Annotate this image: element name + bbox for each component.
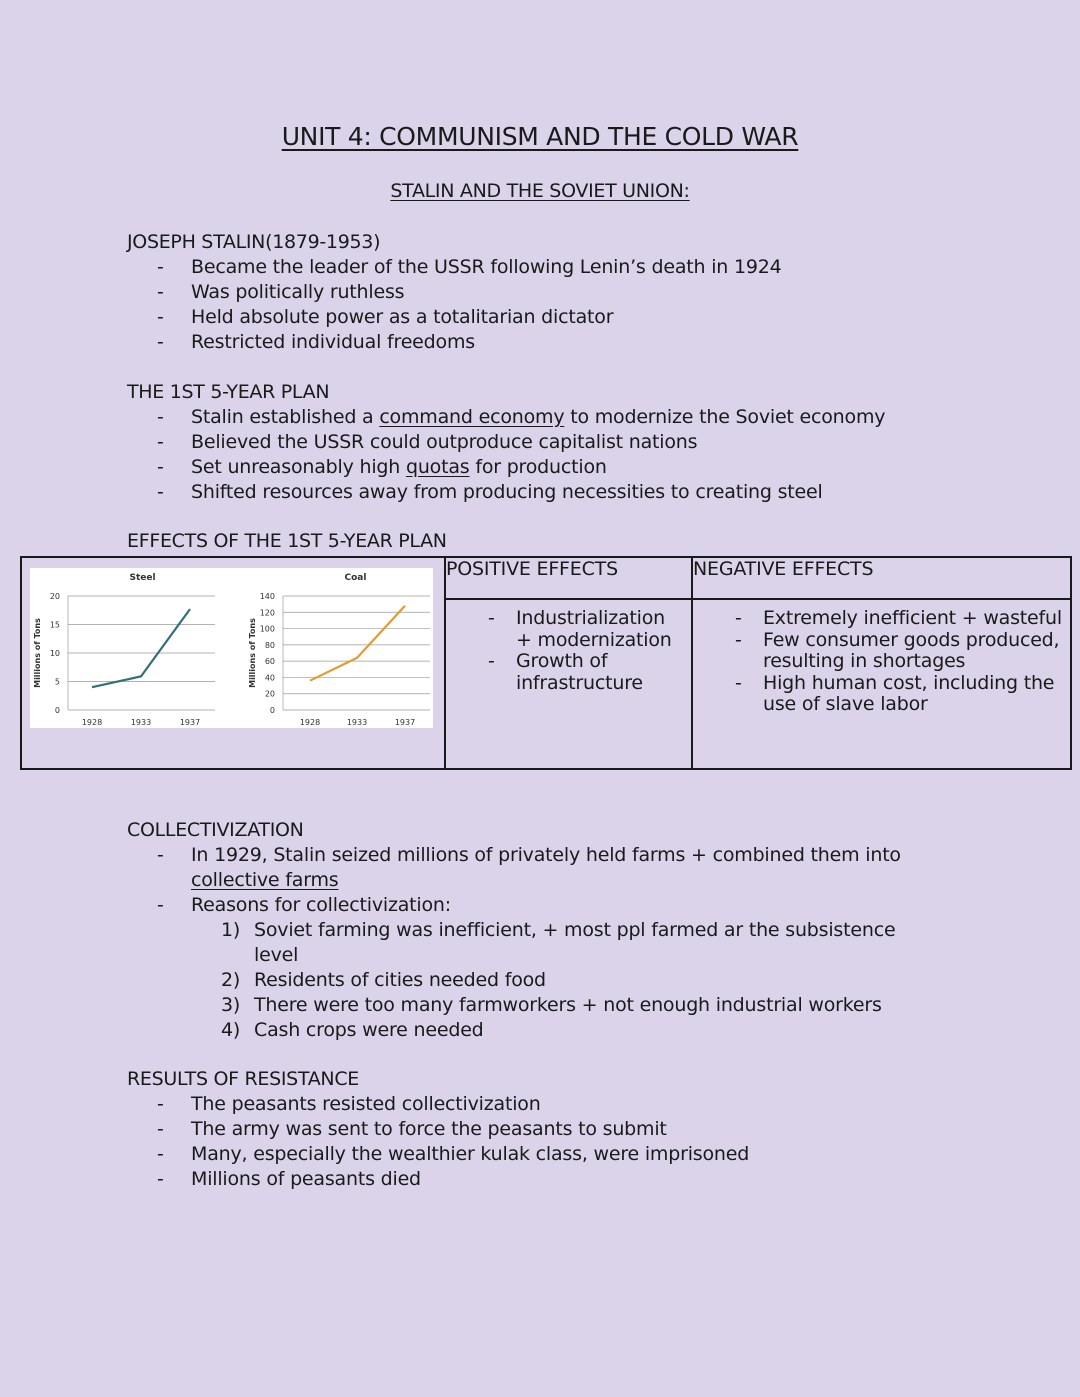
- list-item: - Reasons for collectivization:: [127, 893, 1057, 918]
- effects-heading: EFFECTS OF THE 1ST 5-YEAR PLAN: [127, 530, 447, 552]
- page-title: UNIT 4: COMMUNISM AND THE COLD WAR: [281, 122, 799, 151]
- coal-y-axis-label: Millions of Tons: [248, 618, 257, 688]
- coal-y-tick-label: 60: [264, 657, 275, 667]
- list-item: - High human cost, including the use of slave labor: [693, 673, 1064, 716]
- stalin-section: [127, 230, 1057, 355]
- text-part: Set unreasonably high: [191, 456, 406, 478]
- stalin-heading: JOSEPH STALIN(1879-1953): [127, 231, 381, 253]
- text-part: Stalin established a: [191, 406, 380, 428]
- item-text: Soviet farming was inefficient, + most ppl farmed ar the subsistence level: [254, 919, 896, 966]
- list-item: - The peasants resisted collectivization: [127, 1092, 1057, 1117]
- list-item: - Shifted resources away from producing necessities to creating steel: [127, 480, 1057, 505]
- text-part: for production: [469, 456, 607, 478]
- plan-section: [127, 380, 1057, 505]
- positive-effects-header: POSITIVE EFFECTS: [445, 557, 692, 599]
- coal-series-line: [310, 606, 405, 681]
- list-item: - Restricted individual freedoms: [127, 330, 1057, 355]
- list-item: [127, 968, 1057, 993]
- coal-y-tick-label: 20: [264, 689, 275, 699]
- resistance-list: [127, 1092, 1057, 1192]
- steel-x-tick-label: 1937: [179, 718, 201, 727]
- coal-x-tick-label: 1937: [394, 718, 416, 727]
- steel-x-tick-label: 1933: [130, 718, 152, 727]
- item-text: There were too many farmworkers + not enough industrial workers: [254, 994, 882, 1016]
- page-subtitle: STALIN AND THE SOVIET UNION:: [390, 180, 690, 202]
- steel-y-axis-label: Millions of Tons: [33, 618, 42, 688]
- resistance-heading: RESULTS OF RESISTANCE: [127, 1068, 360, 1090]
- effects-section: [127, 529, 1057, 554]
- text-part: In 1929, Stalin seized millions of privately held farms + combined them into: [191, 844, 901, 866]
- list-item: - Industrialization + modernization: [446, 608, 685, 651]
- item-number: 2): [221, 969, 241, 991]
- term-quotas: quotas: [405, 456, 470, 478]
- positive-effects-cell: [445, 599, 692, 769]
- steel-series-line: [92, 609, 190, 687]
- steel-y-tick-label: 0: [54, 706, 60, 715]
- steel-y-tick-label: 5: [54, 677, 60, 687]
- list-item: - Believed the USSR could outproduce capitalist nations: [127, 430, 1057, 455]
- coal-x-tick-label: 1933: [346, 718, 368, 727]
- term-collective-farms: collective farms: [191, 869, 339, 891]
- list-item: - Was politically ruthless: [127, 280, 1057, 305]
- production-charts: [30, 568, 433, 728]
- plan-list: [127, 405, 1057, 505]
- coal-y-tick-label: 120: [259, 608, 275, 618]
- collectivization-section: [127, 818, 1057, 1043]
- steel-x-tick-label: 1928: [81, 718, 103, 727]
- list-item: - Held absolute power as a totalitarian dictator: [127, 305, 1057, 330]
- list-item: [127, 843, 1057, 893]
- list-item: - Few consumer goods produced, resulting in shortages: [693, 630, 1064, 673]
- coal-y-tick-label: 80: [264, 640, 275, 650]
- coal-chart-title: Coal: [344, 573, 367, 583]
- steel-y-tick-label: 15: [49, 620, 60, 630]
- list-item: - The army was sent to force the peasants to submit: [127, 1117, 1057, 1142]
- coal-y-tick-label: 100: [259, 624, 275, 634]
- item-number: 4): [221, 1019, 241, 1041]
- stalin-list: [127, 255, 1057, 355]
- resistance-section: [127, 1067, 1057, 1192]
- collectivization-list: [127, 843, 1057, 918]
- coal-x-tick-label: 1928: [299, 718, 321, 727]
- item-text: Cash crops were needed: [254, 1019, 484, 1041]
- steel-y-tick-label: 10: [49, 649, 60, 658]
- collectivization-heading: COLLECTIVIZATION: [127, 819, 304, 841]
- list-item: [127, 405, 1057, 430]
- text-part: to modernize the Soviet economy: [564, 406, 886, 428]
- plan-heading: THE 1ST 5-YEAR PLAN: [127, 381, 330, 403]
- list-item: - Extremely inefficient + wasteful: [693, 608, 1064, 630]
- coal-y-tick-label: 140: [259, 592, 275, 601]
- steel-y-tick-label: 20: [49, 592, 60, 601]
- positive-effects-list: [446, 600, 691, 694]
- item-number: 1): [221, 919, 241, 941]
- reasons-list: [127, 918, 1057, 1043]
- steel-chart-title: Steel: [129, 573, 156, 583]
- negative-effects-header: NEGATIVE EFFECTS: [692, 557, 1071, 599]
- negative-effects-cell: [692, 599, 1071, 769]
- coal-y-tick-label: 40: [264, 673, 275, 683]
- item-text: Residents of cities needed food: [254, 969, 546, 991]
- list-item: - Many, especially the wealthier kulak class, were imprisoned: [127, 1142, 1057, 1167]
- list-item: - Became the leader of the USSR following Lenin’s death in 1924: [127, 255, 1057, 280]
- list-item: - Millions of peasants died: [127, 1167, 1057, 1192]
- list-item: [127, 1018, 1057, 1043]
- charts-svg: [30, 568, 433, 728]
- list-item: [127, 993, 1057, 1018]
- list-item: - Growth of infrastructure: [446, 651, 685, 694]
- negative-effects-list: [693, 600, 1070, 716]
- list-item: [127, 918, 1057, 968]
- item-number: 3): [221, 994, 241, 1016]
- term-command-economy: command economy: [379, 406, 565, 428]
- list-item: [127, 455, 1057, 480]
- coal-y-tick-label: 0: [269, 706, 275, 715]
